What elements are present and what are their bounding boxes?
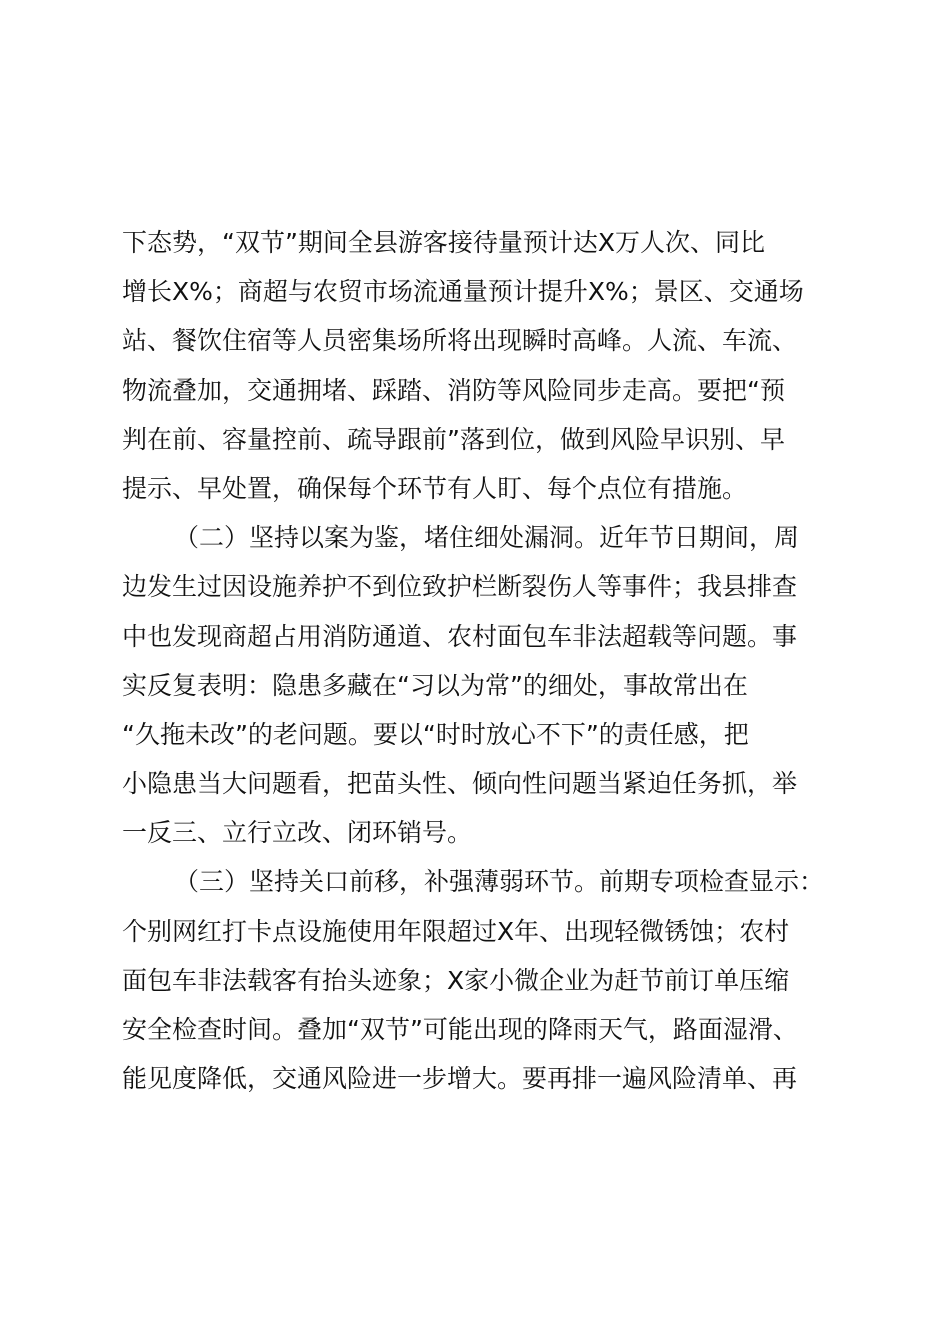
text-line-12: 小隐患当大问题看，把苗头性、倾向性问题当紧迫任务抓，举 xyxy=(122,769,798,799)
section-three-heading-line: （三）坚持关口前移，补强薄弱环节。前期专项检查显示： xyxy=(174,867,825,897)
text-line-11: “久拖未改”的老问题。要以“时时放心不下”的责任感，把 xyxy=(122,719,749,749)
section-two-heading-line: （二）坚持以案为鉴，堵住细处漏洞。近年节日期间，周 xyxy=(174,523,800,553)
text-line-3: 站、餐饮住宿等人员密集场所将出现瞬时高峰。人流、车流、 xyxy=(122,326,798,356)
text-line-13: 一反三、立行立改、闭环销号。 xyxy=(122,818,473,848)
text-line-16: 面包车非法载客有抬头迹象；X家小微企业为赶节前订单压缩 xyxy=(122,965,790,995)
text-line-18: 能见度降低，交通风险进一步增大。要再排一遍风险清单、再 xyxy=(122,1064,798,1094)
text-line-4: 物流叠加，交通拥堵、踩踏、消防等风险同步走高。要把“预 xyxy=(122,375,785,405)
document-body xyxy=(122,218,832,1103)
text-line-5: 判在前、容量控前、疏导跟前”落到位，做到风险早识别、早 xyxy=(122,424,785,454)
text-line-8: 边发生过因设施养护不到位致护栏断裂伤人等事件；我县排查 xyxy=(122,572,798,602)
text-line-9: 中也发现商超占用消防通道、农村面包车非法超载等问题。事 xyxy=(122,621,798,651)
text-line-2: 增长X%；商超与农贸市场流通量预计提升X%；景区、交通场 xyxy=(122,277,804,307)
text-line-10: 实反复表明：隐患多藏在“习以为常”的细处，事故常出在 xyxy=(122,670,748,700)
text-line-15: 个别网红打卡点设施使用年限超过X年、出现轻微锈蚀；农村 xyxy=(122,916,790,946)
text-line-17: 安全检查时间。叠加“双节”可能出现的降雨天气，路面湿滑、 xyxy=(122,1015,798,1044)
text-line-1: 下态势，“双节”期间全县游客接待量预计达X万人次、同比 xyxy=(122,228,766,257)
text-line-6: 提示、早处置，确保每个环节有人盯、每个点位有措施。 xyxy=(122,473,748,503)
